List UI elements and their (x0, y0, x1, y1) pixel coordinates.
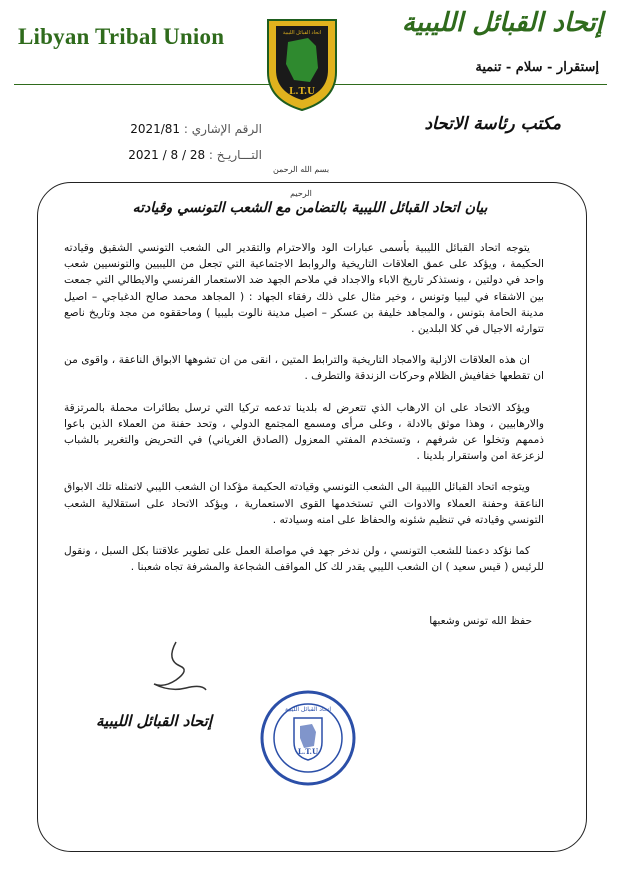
emblem-caption: اتحاد القبائل الليبية (282, 30, 322, 36)
statement-heading: بيان اتحاد القبائل الليبية بالتضامن مع الشعب التونسي وقيادته (132, 200, 488, 216)
basmala-calligraphy: بسم الله الرحمن الرحيم (266, 158, 336, 183)
paragraph: يتوجه اتحاد القبائل الليبية بأسمى عبارات الود والاحترام والتقدير الى الشعب التونسي الشقيق وقيادته الحكيمة ، ويؤكد على عمق العلاقات التاريخية والروابط الاجتماعية التي تجعل من الليبيين والتونسيين شعب واحد في دولتين ، ونستذكر تاريخ الاباء والاجداد في ملاحم الجهد ضد الاستعمار الفرنسي والايطالي التي جمعت بين الاشقاء في ليبيا وتونس ، وخير مثال على ذلك رفقاء الجهاد : ( المجاهد محمد صالح الدغباجي – اصيل مدينة الحامة بتونس ، والمجاهد خليفة بن عسكر – اصيل مدينة نالوت بليبيا ) وماحققوه من مجد وتاريخ ناصع تتوارثه الاجيال في كلا البلدين . (64, 242, 544, 336)
date-line (62, 148, 262, 162)
paragraph: ويؤكد الاتحاد على ان الارهاب الذي تتعرض له بلدينا تدعمه تركيا التي ترسل بطائرات محملة بالمرتزقة والارهابيين ، وهذا موثق بالادلة ، وعلى مرأى ومسمع المجتمع الدولي ، وتحد حفنة من العملاء الذين باعوا ذممهم وتخلوا عن شرفهم ، وتستخدم المفتي المعزول (الصادق الغرياني) في التحريض والتغرير بالشباب لزعزعة امن واستقرار بلدينا . (64, 401, 544, 463)
paragraph: ان هذه العلاقات الازلية والامجاد التاريخية والترابط المتين ، انقى من ان تشوهها الابواق الناعقة ، واقوى من ان تقطعها خفافيش الظلام وحركات الزندقة والتطرف . (64, 354, 544, 383)
org-name-arabic: إتحاد القبائل الليبية (401, 8, 603, 38)
org-motto: إستقرار - سلام - تنمية (475, 60, 599, 75)
date-label: التـــاريـخ : (208, 148, 262, 162)
signatory-name: إتحاد القبائل الليبية (96, 712, 213, 730)
statement-body (64, 240, 544, 590)
stamp-initials: L.T.U (297, 747, 319, 756)
reference-number-line (62, 122, 262, 136)
official-stamp (258, 688, 358, 788)
handwritten-signature (146, 640, 210, 704)
date-value: 28 / 8 / 2021 (128, 148, 206, 162)
union-emblem-logo (258, 12, 346, 112)
org-name-english: Libyan Tribal Union (18, 24, 225, 49)
stamp-ring-text: اتحاد القبائل الليبية (284, 706, 332, 713)
reference-label: الرقم الإشاري : (183, 122, 262, 136)
emblem-initials: L.T.U (289, 87, 315, 97)
paragraph: كما نؤكد دعمنا للشعب التونسي ، ولن ندخر جهد في مواصلة العمل على تطوير علاقتنا بكل السبل ، ونقول للرئيس ( قيس سعيد ) ان الشعب الليبي يقدر لك كل المواقف الشجاعة والمشرفة تجاه شعبنا . (64, 545, 544, 574)
paragraph: ويتوجه اتحاد القبائل الليبية الى الشعب التونسي وقيادته الحكيمة مؤكدا ان الشعب الليبي لاتمثله تلك الابواق الناعقة وحفنة العملاء والادوات التي تستخدمها القوى الاستعمارية ، ويؤكد الاتحاد على استقلالية الشعب التونسي وقيادته في تنظيم شئونه والحفاظ على امنه وسيادته . (64, 481, 544, 526)
office-title: مكتب رئاسة الاتحاد (424, 114, 561, 134)
reference-value: 2021/81 (130, 122, 181, 136)
closing-line: حفظ الله تونس وشعبها (429, 615, 532, 627)
